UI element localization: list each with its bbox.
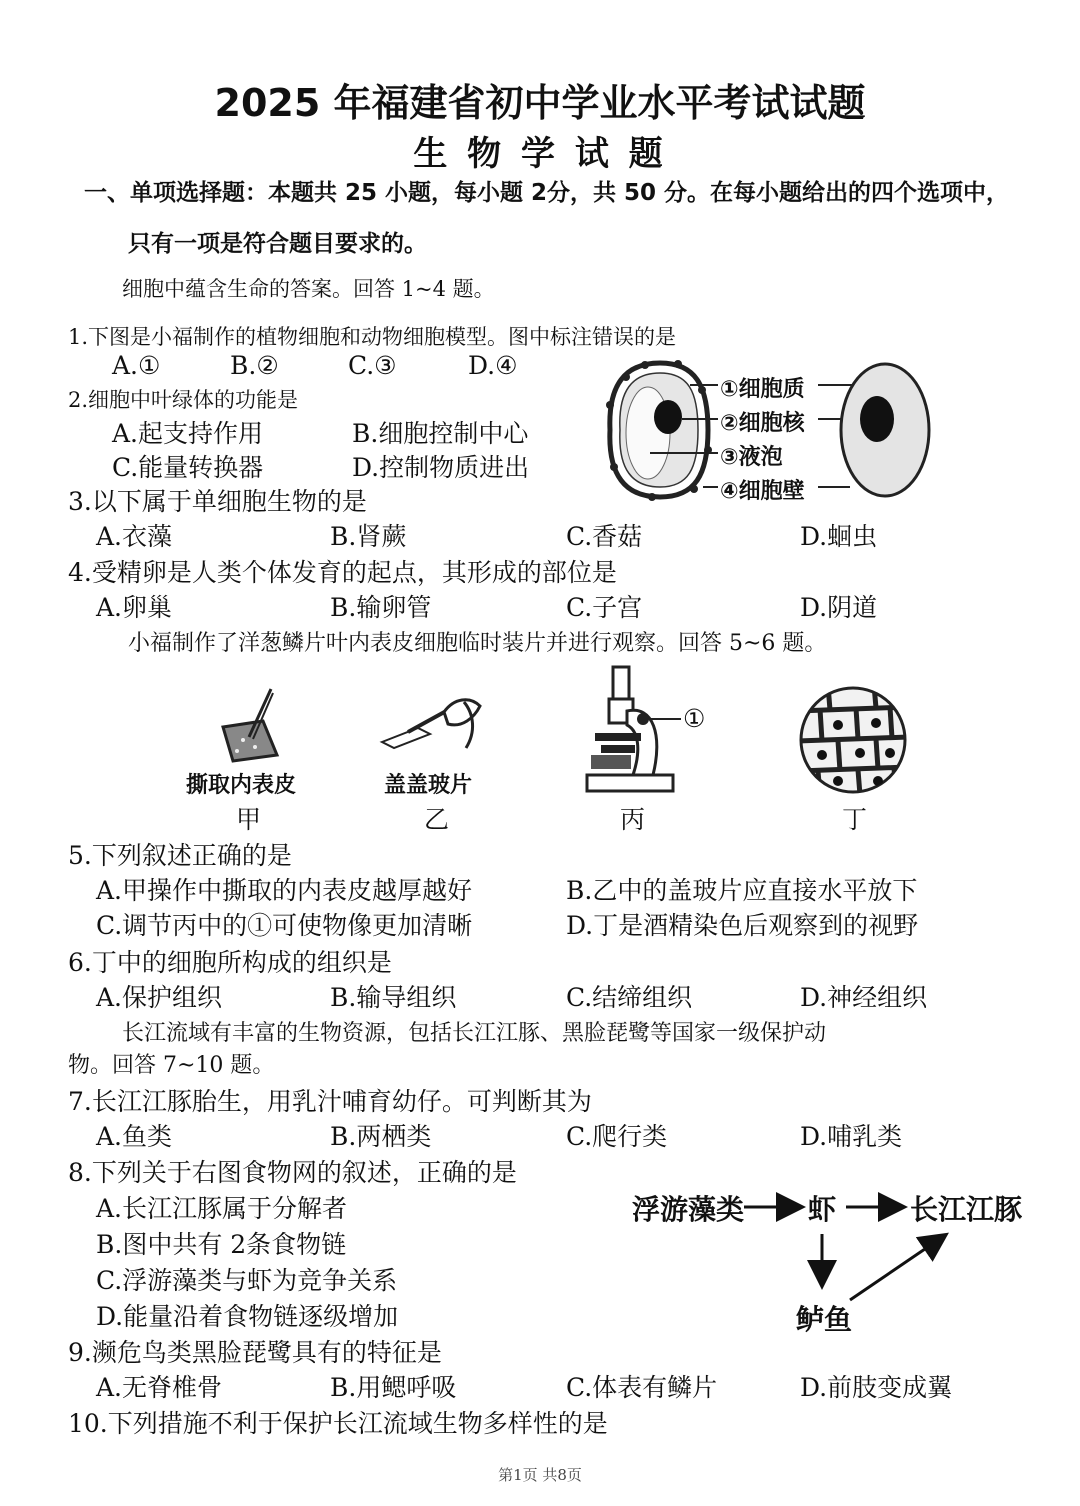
step-ding-tag: 丁 <box>842 805 868 834</box>
q7-option-c[interactable]: C.爬行类 <box>566 1122 668 1151</box>
q5-option-a[interactable]: A.甲操作中撕取的内表皮越厚越好 <box>96 876 473 905</box>
cell-label-nucleus: ②细胞核 <box>720 411 805 436</box>
cell-label-cell-wall: ④细胞壁 <box>720 479 805 504</box>
q1-stem: 1.下图是小福制作的植物细胞和动物细胞模型。图中标注错误的是 <box>68 325 677 349</box>
step-jia-label: 撕取内表皮 <box>186 773 297 798</box>
q6-option-b[interactable]: B.输导组织 <box>330 983 457 1012</box>
intro-q1-4: 细胞中蕴含生命的答案。回答 1~4 题。 <box>122 277 495 301</box>
q5-option-d[interactable]: D.丁是酒精染色后观察到的视野 <box>566 911 919 940</box>
section-heading-cont: 只有一项是符合题目要求的。 <box>128 231 427 257</box>
q4-option-b[interactable]: B.输卵管 <box>330 593 432 622</box>
page-subtitle: 生 物 学 试 题 <box>413 134 667 174</box>
intro-q7-10-cont: 物。回答 7~10 题。 <box>68 1053 275 1078</box>
q2-stem: 2.细胞中叶绿体的功能是 <box>68 388 299 412</box>
intro-q5-6: 小福制作了洋葱鳞片叶内表皮细胞临时装片并进行观察。回答 5~6 题。 <box>128 631 827 656</box>
q5-option-c[interactable]: C.调节丙中的①可使物像更加清晰 <box>96 911 473 940</box>
q1-option-d[interactable]: D.④ <box>468 351 518 380</box>
q2-option-c[interactable]: C.能量转换器 <box>112 453 264 482</box>
q3-option-a[interactable]: A.衣藻 <box>96 522 173 551</box>
q7-option-b[interactable]: B.两栖类 <box>330 1122 432 1151</box>
q9-option-b[interactable]: B.用鳃呼吸 <box>330 1373 457 1402</box>
q7-stem: 7.长江江豚胎生，用乳汁哺育幼仔。可判断其为 <box>68 1087 592 1116</box>
food-web-node-plankton: 浮游藻类 <box>632 1193 745 1226</box>
food-web-node-perch: 鲈鱼 <box>796 1303 853 1336</box>
q3-option-b[interactable]: B.肾蕨 <box>330 522 407 551</box>
intro-q7-10: 长江流域有丰富的生物资源，包括长江江豚、黑脸琵鹭等国家一级保护动 <box>122 1021 827 1046</box>
microscope-marker: ① <box>683 704 706 733</box>
q1-option-b[interactable]: B.② <box>230 351 279 380</box>
q3-option-c[interactable]: C.香菇 <box>566 522 643 551</box>
q4-stem: 4.受精卵是人类个体发育的起点，其形成的部位是 <box>68 558 617 587</box>
q6-option-a[interactable]: A.保护组织 <box>96 983 223 1012</box>
arrow-perch-to-porpoise <box>850 1236 944 1300</box>
q9-option-d[interactable]: D.前肢变成翼 <box>800 1373 953 1402</box>
q7-option-d[interactable]: D.哺乳类 <box>800 1122 903 1151</box>
q1-option-c[interactable]: C.③ <box>348 351 397 380</box>
q1-option-a[interactable]: A.① <box>112 351 161 380</box>
q2-option-d[interactable]: D.控制物质进出 <box>352 453 530 482</box>
cell-label-cytoplasm: ①细胞质 <box>720 377 805 402</box>
q8-option-a[interactable]: A.长江江豚属于分解者 <box>96 1194 348 1223</box>
q2-option-b[interactable]: B.细胞控制中心 <box>352 419 529 448</box>
q5-option-b[interactable]: B.乙中的盖玻片应直接水平放下 <box>566 876 918 905</box>
q8-option-b[interactable]: B.图中共有 2条食物链 <box>96 1230 347 1259</box>
q9-option-c[interactable]: C.体表有鳞片 <box>566 1373 718 1402</box>
section-heading: 一、单项选择题：本题共 25 小题，每小题 2分，共 50 分。在每小题给出的四个选项中， <box>84 180 1010 206</box>
q4-option-c[interactable]: C.子宫 <box>566 593 643 622</box>
q3-option-d[interactable]: D.蛔虫 <box>800 522 878 551</box>
q6-option-d[interactable]: D.神经组织 <box>800 983 928 1012</box>
q3-stem: 3.以下属于单细胞生物的是 <box>68 487 367 516</box>
q2-option-a[interactable]: A.起支持作用 <box>112 419 264 448</box>
q8-option-d[interactable]: D.能量沿着食物链逐级增加 <box>96 1302 399 1331</box>
q6-option-c[interactable]: C.结缔组织 <box>566 983 693 1012</box>
step-jia-tag: 甲 <box>236 805 262 834</box>
q8-option-c[interactable]: C.浮游藻类与虾为竞争关系 <box>96 1266 398 1295</box>
food-web-node-finless-porpoise: 长江江豚 <box>910 1193 1023 1226</box>
q6-stem: 6.丁中的细胞所构成的组织是 <box>68 948 392 977</box>
q8-stem: 8.下列关于右图食物网的叙述，正确的是 <box>68 1158 517 1187</box>
q4-option-d[interactable]: D.阴道 <box>800 593 878 622</box>
page-footer: 第1页 共8页 <box>498 1466 582 1484</box>
cell-label-vacuole: ③液泡 <box>720 445 783 470</box>
q5-stem: 5.下列叙述正确的是 <box>68 841 292 870</box>
q9-stem: 9.濒危鸟类黑脸琵鹭具有的特征是 <box>68 1338 442 1367</box>
q7-option-a[interactable]: A.鱼类 <box>96 1122 173 1151</box>
q4-option-a[interactable]: A.卵巢 <box>96 593 173 622</box>
page-title: 2025 年福建省初中学业水平考试试题 <box>214 81 866 125</box>
step-yi-label: 盖盖玻片 <box>384 773 473 798</box>
q10-stem: 10.下列措施不利于保护长江流域生物多样性的是 <box>68 1409 608 1438</box>
step-bing-tag: 丙 <box>620 805 646 834</box>
q9-option-a[interactable]: A.无脊椎骨 <box>96 1373 223 1402</box>
step-yi-tag: 乙 <box>424 805 450 834</box>
food-web-node-shrimp: 虾 <box>808 1193 837 1226</box>
